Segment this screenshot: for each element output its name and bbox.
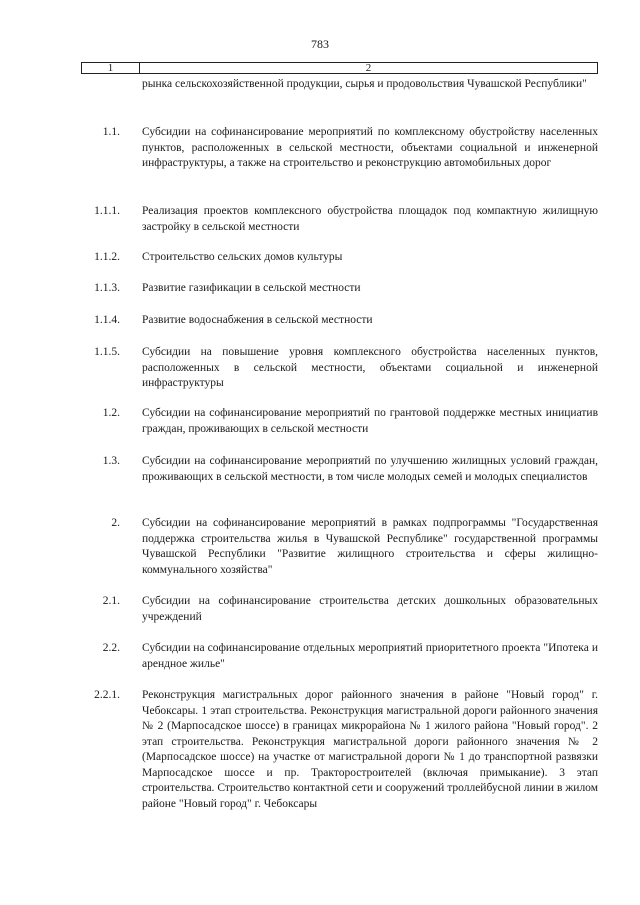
row-text: Развитие газификации в сельской местности xyxy=(142,282,361,294)
row-number: 1.1.1. xyxy=(94,205,120,217)
row-text: Субсидии на софинансирование мероприятий по улучшению жилищных условий граждан, проживающих в сельской местности, в том числе молодых семей и молодых специалистов xyxy=(142,455,598,483)
row-number: 2. xyxy=(111,517,120,529)
continuation-text: рынка сельскохозяйственной продукции, сырья и продовольствия Чувашской Республики" xyxy=(142,78,587,90)
row-number: 2.2.1. xyxy=(94,689,120,701)
row-number: 1.1.2. xyxy=(94,251,120,263)
row-number: 1.1.5. xyxy=(94,346,120,358)
row-number: 2.2. xyxy=(102,642,120,654)
page-number: 783 xyxy=(311,37,329,51)
row-text: Строительство сельских домов культуры xyxy=(142,251,343,263)
row-number: 1.2. xyxy=(102,407,120,419)
row-number: 1.1.4. xyxy=(94,314,120,326)
row-text: Субсидии на софинансирование строительства детских дошкольных образовательных учреждений xyxy=(142,595,598,623)
column-2-header: 2 xyxy=(365,62,372,74)
row-number: 1.3. xyxy=(102,455,120,467)
row-text: Субсидии на софинансирование отдельных мероприятий приоритетного проекта "Ипотека и арендное жилье" xyxy=(142,642,598,670)
column-1-header: 1 xyxy=(82,63,140,73)
row-number: 1.1.3. xyxy=(94,282,120,294)
row-text: Развитие водоснабжения в сельской местности xyxy=(142,314,373,326)
row-text: Реализация проектов комплексного обустройства площадок под компактную жилищную застройку в сельской местности xyxy=(142,205,598,233)
row-text: Субсидии на софинансирование мероприятий по грантовой поддержке местных инициатив граждан, проживающих в сельской местности xyxy=(142,407,598,435)
row-text: Реконструкция магистральных дорог районного значения в районе "Новый город" г. Чебоксары. 1 этап строительства. Реконструкция магистральной дороги районного значения № 2 (Марпосадское шоссе) в границах микрорайона № 1 жилого района "Новый город". 2 этап строительства. Реконструкция магистральной дороги районного значения № 2 (Марпосадское шоссе) на участке от магистральной дороги № 1 до транспортной развязки Марпосадское шоссе и пр. Тракторостроителей (включая примыкание). 3 этап строительства. Строительство контактной сети и сооружений троллейбусной линии в жилом районе "Новый город" г. Чебоксары xyxy=(142,689,598,810)
table-header-row xyxy=(81,62,598,74)
row-text: Субсидии на софинансирование мероприятий по комплексному обустройству населенных пунктов, расположенных в сельской местности, объектами социальной и инженерной инфраструктуры, а также на строительство и реконструкцию автомобильных дорог xyxy=(142,126,598,169)
row-number: 2.1. xyxy=(102,595,120,607)
row-text: Субсидии на повышение уровня комплексного обустройства населенных пунктов, расположенных в сельской местности, объектами социальной и инженерной инфраструктуры xyxy=(142,346,598,389)
row-number: 1.1. xyxy=(102,126,120,138)
row-text: Субсидии на софинансирование мероприятий в рамках подпрограммы "Государственная поддержка строительства жилья в Чувашской Республике" государственной программы Чувашской Республики "Развитие жилищного строительства и сферы жилищно-коммунального хозяйства" xyxy=(142,517,598,576)
